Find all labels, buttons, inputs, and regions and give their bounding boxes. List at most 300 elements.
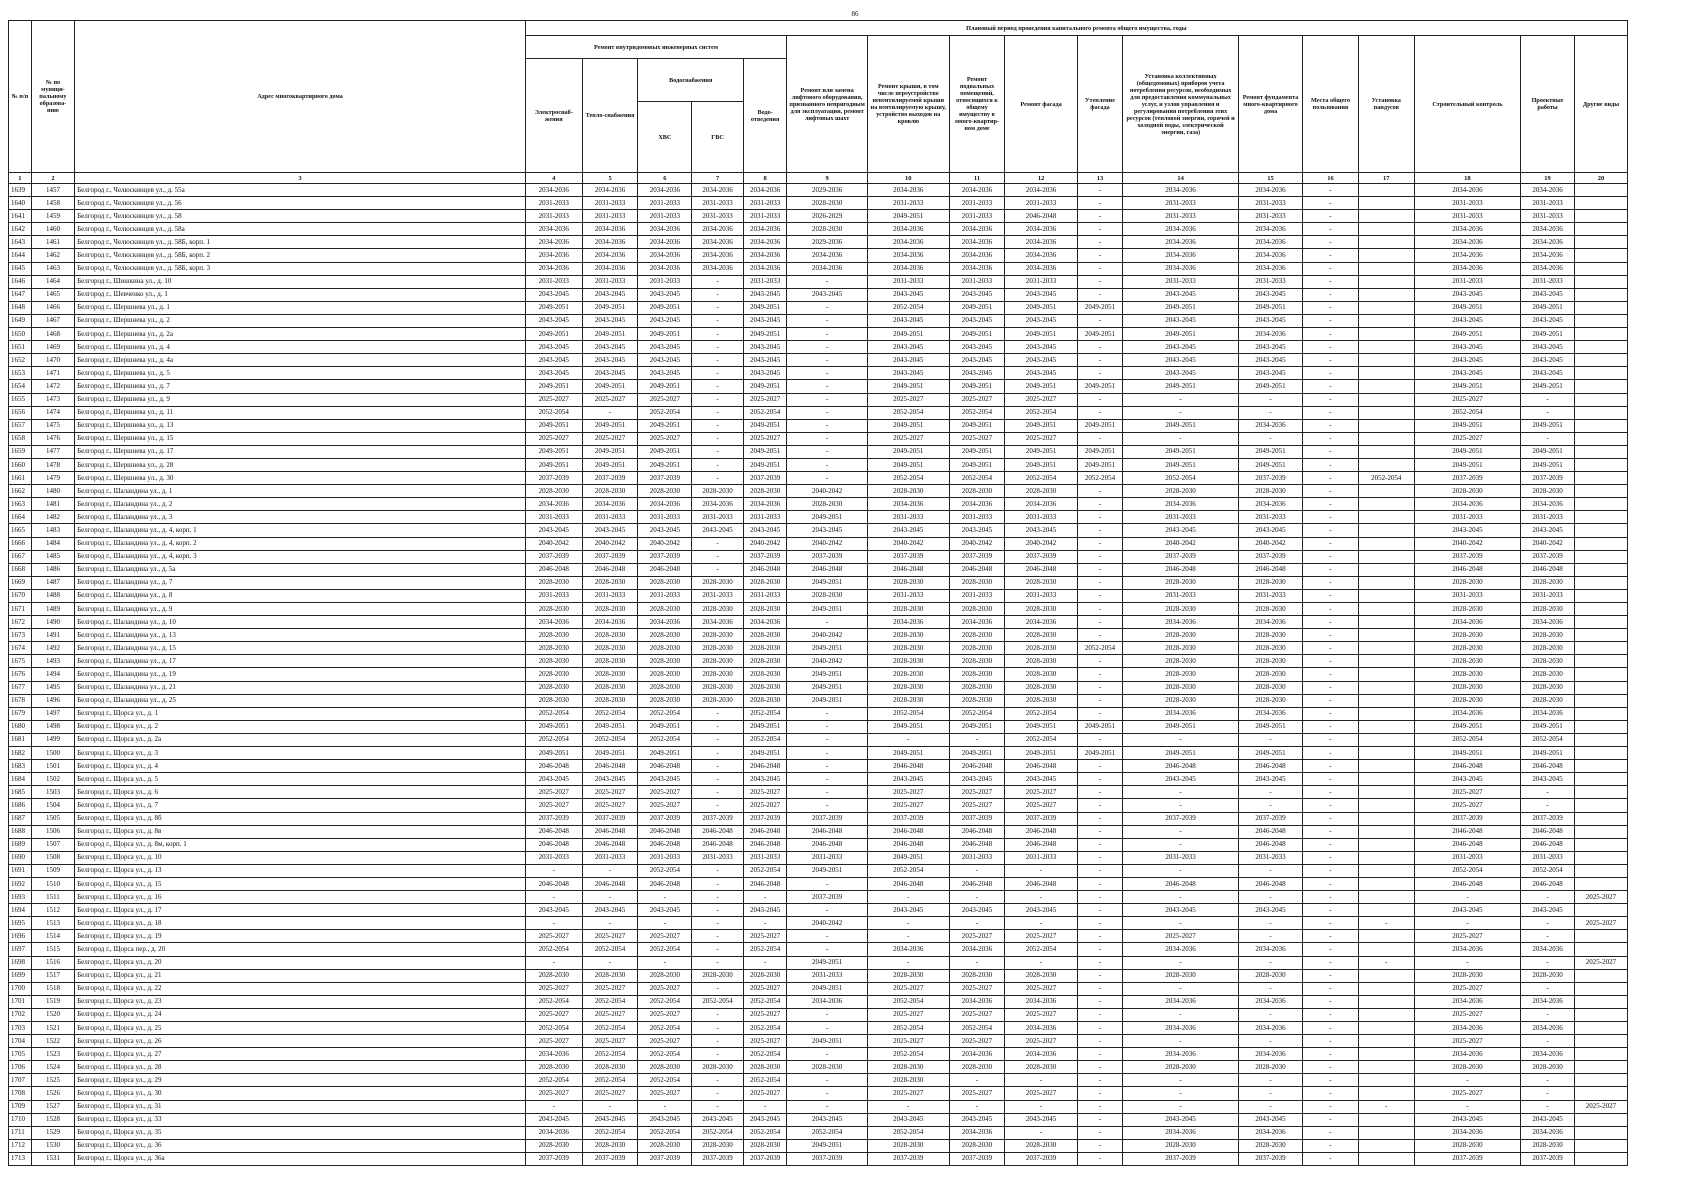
column-number: 10 — [867, 173, 949, 184]
table-cell: 2046-2048 — [743, 760, 786, 773]
table-cell: 1694 — [9, 904, 32, 917]
table-cell — [1358, 747, 1414, 760]
table-cell: 2049-2051 — [1521, 720, 1575, 733]
table-cell: 2049-2051 — [525, 445, 582, 458]
table-cell: 2049-2051 — [1123, 301, 1239, 314]
table-cell: 2052-2054 — [743, 733, 786, 746]
table-cell: 2025-2027 — [582, 799, 638, 812]
table-cell: 2040-2042 — [787, 485, 868, 498]
table-cell: 2028-2030 — [1414, 655, 1520, 668]
table-cell: 2034-2036 — [787, 262, 868, 275]
table-cell: - — [1303, 733, 1359, 746]
table-cell: 2025-2027 — [525, 799, 582, 812]
table-cell: 2046-2048 — [949, 825, 1005, 838]
table-cell: 2052-2054 — [743, 1022, 786, 1035]
table-cell: 1509 — [31, 864, 74, 877]
table-cell: 2028-2030 — [1238, 1061, 1302, 1074]
table-cell: - — [1358, 917, 1414, 930]
table-row — [9, 354, 1628, 367]
table-cell: 2052-2054 — [1077, 472, 1122, 485]
table-cell: 2046-2048 — [1123, 760, 1239, 773]
table-cell: 2043-2045 — [1414, 773, 1520, 786]
table-row — [9, 472, 1628, 485]
table-cell: 2046-2048 — [525, 563, 582, 576]
table-cell: 2034-2036 — [867, 236, 949, 249]
table-cell: 2028-2030 — [1005, 629, 1077, 642]
table-cell: 2052-2054 — [1005, 943, 1077, 956]
capital-repair-table — [8, 20, 1628, 1166]
table-cell — [1358, 197, 1414, 210]
table-cell: 1503 — [31, 786, 74, 799]
table-cell: 2046-2048 — [692, 825, 744, 838]
table-cell: 2031-2033 — [949, 275, 1005, 288]
table-cell: 2034-2036 — [949, 616, 1005, 629]
table-cell: - — [1414, 891, 1520, 904]
table-cell: 1491 — [31, 629, 74, 642]
column-number: 13 — [1077, 173, 1122, 184]
table-cell: 2040-2042 — [787, 537, 868, 550]
table-cell: - — [1303, 275, 1359, 288]
table-cell: 2025-2027 — [1005, 982, 1077, 995]
table-cell: - — [1238, 1035, 1302, 1048]
table-cell: - — [1303, 458, 1359, 471]
table-cell: 2043-2045 — [1521, 1113, 1575, 1126]
table-row — [9, 275, 1628, 288]
table-cell — [1574, 681, 1627, 694]
table-cell: 2028-2030 — [1238, 576, 1302, 589]
table-cell: 2049-2051 — [1077, 747, 1122, 760]
table-cell — [1358, 1074, 1414, 1087]
table-cell: - — [1521, 1100, 1575, 1113]
table-cell: - — [692, 432, 744, 445]
table-cell: - — [1303, 406, 1359, 419]
table-cell: 2052-2054 — [743, 995, 786, 1008]
table-cell — [1574, 1139, 1627, 1152]
table-cell: 2028-2030 — [1238, 485, 1302, 498]
table-cell: 1472 — [31, 380, 74, 393]
table-cell: 1683 — [9, 760, 32, 773]
table-cell — [1574, 838, 1627, 851]
table-cell: 2049-2051 — [525, 720, 582, 733]
table-cell — [1358, 969, 1414, 982]
table-cell: - — [692, 458, 744, 471]
table-cell: 2034-2036 — [1521, 223, 1575, 236]
table-cell: 2049-2051 — [787, 642, 868, 655]
table-cell: 2034-2036 — [692, 262, 744, 275]
table-cell: 2025-2027 — [867, 799, 949, 812]
table-cell: 2043-2045 — [1238, 341, 1302, 354]
table-row — [9, 773, 1628, 786]
table-cell: 1650 — [9, 328, 32, 341]
table-cell: - — [787, 445, 868, 458]
table-cell: - — [1123, 1074, 1239, 1087]
table-cell: 1669 — [9, 576, 32, 589]
table-cell: 1476 — [31, 432, 74, 445]
table-row — [9, 393, 1628, 406]
table-cell: - — [787, 904, 868, 917]
table-cell: 2025-2027 — [1005, 432, 1077, 445]
table-cell: - — [1123, 917, 1239, 930]
table-cell: 2052-2054 — [582, 943, 638, 956]
table-row — [9, 485, 1628, 498]
table-row — [9, 406, 1628, 419]
table-cell: 1703 — [9, 1022, 32, 1035]
table-cell: - — [1123, 825, 1239, 838]
table-cell: 2043-2045 — [582, 288, 638, 301]
table-cell: 2043-2045 — [867, 341, 949, 354]
table-cell: 2028-2030 — [692, 969, 744, 982]
table-cell: 2034-2036 — [638, 184, 692, 197]
table-cell: 2049-2051 — [1005, 301, 1077, 314]
table-cell: 1658 — [9, 432, 32, 445]
table-cell: 2031-2033 — [787, 969, 868, 982]
table-cell: 2052-2054 — [638, 406, 692, 419]
table-cell: 2046-2048 — [787, 563, 868, 576]
table-cell: 2043-2045 — [1005, 524, 1077, 537]
table-cell — [1358, 393, 1414, 406]
table-cell: 2031-2033 — [692, 511, 744, 524]
table-cell: 1696 — [9, 930, 32, 943]
table-cell: 1644 — [9, 249, 32, 262]
table-cell: - — [1521, 1074, 1575, 1087]
table-cell — [1574, 1008, 1627, 1021]
table-cell: - — [1077, 655, 1122, 668]
table-cell: 2028-2030 — [582, 668, 638, 681]
table-cell: 2025-2027 — [1123, 930, 1239, 943]
table-cell: 2052-2054 — [743, 1126, 786, 1139]
table-cell: - — [1303, 485, 1359, 498]
table-cell: 2028-2030 — [1521, 1139, 1575, 1152]
table-cell: 2049-2051 — [1521, 419, 1575, 432]
table-cell — [1358, 943, 1414, 956]
table-cell: - — [1077, 314, 1122, 327]
table-cell: 1679 — [9, 707, 32, 720]
table-cell: 2031-2033 — [1123, 851, 1239, 864]
table-cell: - — [1077, 1139, 1122, 1152]
table-row — [9, 838, 1628, 851]
table-cell: - — [1077, 341, 1122, 354]
table-cell: 2049-2051 — [867, 458, 949, 471]
table-cell: - — [1303, 1048, 1359, 1061]
table-cell: - — [867, 956, 949, 969]
table-cell: 2049-2051 — [525, 301, 582, 314]
table-cell: 2052-2054 — [638, 733, 692, 746]
table-cell: 2034-2036 — [638, 223, 692, 236]
address-cell: Белгород г., Шаландина ул., д. 3 — [75, 511, 526, 524]
table-cell: - — [1077, 825, 1122, 838]
table-cell: 2049-2051 — [1521, 380, 1575, 393]
table-cell: 2034-2036 — [525, 249, 582, 262]
table-cell: 1526 — [31, 1087, 74, 1100]
header-address: Адрес многоквартирного дома — [75, 21, 526, 173]
address-cell: Белгород г., Щорса ул., д. 10 — [75, 851, 526, 864]
table-cell: - — [1521, 956, 1575, 969]
table-cell: 2049-2051 — [743, 419, 786, 432]
table-cell: - — [949, 864, 1005, 877]
table-cell: 2028-2030 — [692, 642, 744, 655]
table-cell — [1574, 458, 1627, 471]
table-cell — [1358, 367, 1414, 380]
header-roof: Ремонт крыши, в том числе переустройство невентилируемой крыши на вентилируемую крышу, устройство выходов на кровлю — [867, 36, 949, 173]
table-cell — [1574, 904, 1627, 917]
table-cell: 2028-2030 — [1238, 642, 1302, 655]
table-cell: 2025-2027 — [1005, 786, 1077, 799]
table-cell: - — [1077, 1087, 1122, 1100]
table-cell — [1358, 786, 1414, 799]
table-cell: 2052-2054 — [1005, 733, 1077, 746]
table-cell: 1473 — [31, 393, 74, 406]
table-cell: 2037-2039 — [949, 812, 1005, 825]
table-cell: 1514 — [31, 930, 74, 943]
address-cell: Белгород г., Щорса ул., д. 2а — [75, 733, 526, 746]
table-cell: 2029-2036 — [787, 184, 868, 197]
table-cell: 2031-2033 — [743, 511, 786, 524]
address-cell: Белгород г., Щорса ул., д. 15 — [75, 877, 526, 890]
column-number: 20 — [1574, 173, 1627, 184]
table-cell: - — [525, 864, 582, 877]
table-cell: 2037-2039 — [638, 550, 692, 563]
table-cell: - — [1077, 563, 1122, 576]
table-row — [9, 864, 1628, 877]
table-cell: 2025-2027 — [1574, 956, 1627, 969]
header-basement: Ремонт подвальных помещений, относящихся к общему имуществу в много-квартир-ном доме — [949, 36, 1005, 173]
table-cell: 2034-2036 — [1123, 498, 1239, 511]
table-cell: 2043-2045 — [949, 314, 1005, 327]
table-cell: 2049-2051 — [1005, 445, 1077, 458]
table-cell: 1709 — [9, 1100, 32, 1113]
table-cell: 2025-2027 — [582, 1087, 638, 1100]
table-cell: 1713 — [9, 1152, 32, 1165]
table-cell: 2043-2045 — [1123, 314, 1239, 327]
table-cell: 2025-2027 — [1414, 1035, 1520, 1048]
table-cell — [1358, 498, 1414, 511]
table-cell: - — [1077, 851, 1122, 864]
address-cell: Белгород г., Щорса пер., д. 20 — [75, 943, 526, 956]
table-cell: 2034-2036 — [867, 262, 949, 275]
table-cell: 2034-2036 — [1123, 1126, 1239, 1139]
table-cell: 2034-2036 — [867, 223, 949, 236]
table-cell: 2034-2036 — [1521, 236, 1575, 249]
table-cell: 2028-2030 — [638, 629, 692, 642]
table-cell: 2052-2054 — [1005, 406, 1077, 419]
table-cell: - — [1077, 1008, 1122, 1021]
column-number: 6 — [638, 173, 692, 184]
table-cell: 2046-2048 — [525, 825, 582, 838]
address-cell: Белгород г., Шаландина ул., д. 4, корп. 1 — [75, 524, 526, 537]
table-cell: - — [787, 877, 868, 890]
table-cell: 2025-2027 — [1005, 393, 1077, 406]
table-cell: 2025-2027 — [638, 393, 692, 406]
table-cell — [1358, 380, 1414, 393]
table-cell: - — [1303, 223, 1359, 236]
table-cell: 2034-2036 — [692, 184, 744, 197]
table-cell: 2025-2027 — [582, 930, 638, 943]
table-cell: - — [1303, 1139, 1359, 1152]
table-cell — [1574, 380, 1627, 393]
table-cell: 1698 — [9, 956, 32, 969]
table-row — [9, 995, 1628, 1008]
table-cell: 2043-2045 — [525, 367, 582, 380]
table-cell: 2043-2045 — [1521, 524, 1575, 537]
table-cell — [1358, 485, 1414, 498]
table-cell: 2043-2045 — [949, 524, 1005, 537]
table-row — [9, 982, 1628, 995]
table-cell — [1574, 563, 1627, 576]
table-cell: 2028-2030 — [692, 576, 744, 589]
table-cell: 2031-2033 — [867, 275, 949, 288]
table-cell: - — [1303, 432, 1359, 445]
table-cell: 2028-2030 — [1123, 1061, 1239, 1074]
table-cell: - — [1077, 681, 1122, 694]
table-cell — [1574, 799, 1627, 812]
table-cell: 2043-2045 — [1521, 288, 1575, 301]
table-cell: - — [787, 733, 868, 746]
table-cell: - — [1077, 1074, 1122, 1087]
table-cell: 2043-2045 — [638, 288, 692, 301]
table-cell: 2034-2036 — [525, 498, 582, 511]
table-cell: 2025-2027 — [949, 393, 1005, 406]
table-cell: - — [1303, 982, 1359, 995]
table-cell: 2034-2036 — [743, 498, 786, 511]
table-cell: 2043-2045 — [1123, 773, 1239, 786]
table-row — [9, 537, 1628, 550]
table-cell: 2049-2051 — [1521, 301, 1575, 314]
table-cell: 2046-2048 — [525, 877, 582, 890]
table-cell: 2046-2048 — [1521, 838, 1575, 851]
table-cell: 2025-2027 — [1414, 1008, 1520, 1021]
table-cell: 1657 — [9, 419, 32, 432]
table-cell: - — [1005, 1100, 1077, 1113]
table-cell: - — [1077, 1048, 1122, 1061]
table-cell — [1574, 1061, 1627, 1074]
table-cell: - — [787, 406, 868, 419]
table-cell: 2049-2051 — [867, 747, 949, 760]
table-cell — [1574, 1035, 1627, 1048]
table-cell: 2037-2039 — [1238, 550, 1302, 563]
table-cell: 2028-2030 — [949, 485, 1005, 498]
table-cell: 1474 — [31, 406, 74, 419]
table-cell: 1486 — [31, 563, 74, 576]
address-cell: Белгород г., Щорса ул., д. 16 — [75, 891, 526, 904]
table-cell: 1661 — [9, 472, 32, 485]
table-cell: 2025-2027 — [743, 432, 786, 445]
table-cell: 2043-2045 — [582, 773, 638, 786]
table-cell: 2049-2051 — [1238, 380, 1302, 393]
table-cell — [1574, 760, 1627, 773]
table-cell — [1358, 616, 1414, 629]
table-cell: - — [1303, 1126, 1359, 1139]
table-cell: 1676 — [9, 668, 32, 681]
table-cell: 1495 — [31, 681, 74, 694]
table-cell: 2034-2036 — [582, 223, 638, 236]
table-cell: 2031-2033 — [1414, 589, 1520, 602]
table-cell: 1648 — [9, 301, 32, 314]
table-cell: 2046-2048 — [867, 838, 949, 851]
table-cell: 2028-2030 — [1414, 681, 1520, 694]
table-cell: 2037-2039 — [1005, 550, 1077, 563]
table-cell: - — [1303, 249, 1359, 262]
table-cell: 2025-2027 — [949, 432, 1005, 445]
table-cell: 2052-2054 — [692, 995, 744, 1008]
table-cell: - — [1303, 773, 1359, 786]
table-cell: - — [1005, 1126, 1077, 1139]
table-cell: 2025-2027 — [867, 982, 949, 995]
table-cell: 2028-2030 — [787, 223, 868, 236]
table-cell: - — [1303, 328, 1359, 341]
table-cell: 2034-2036 — [1414, 498, 1520, 511]
table-cell: 2025-2027 — [638, 799, 692, 812]
table-cell: 2046-2048 — [743, 563, 786, 576]
table-cell: - — [1303, 262, 1359, 275]
table-cell: 2028-2030 — [743, 1061, 786, 1074]
table-cell — [1574, 1126, 1627, 1139]
table-cell: 2046-2048 — [1005, 760, 1077, 773]
table-cell: 2028-2030 — [1005, 694, 1077, 707]
table-cell: 2028-2030 — [867, 576, 949, 589]
table-cell: 2043-2045 — [1521, 314, 1575, 327]
table-cell — [1574, 969, 1627, 982]
table-cell: 2046-2048 — [638, 838, 692, 851]
table-cell: 2028-2030 — [743, 576, 786, 589]
address-cell: Белгород г., Щорса ул., д. 22 — [75, 982, 526, 995]
column-number: 7 — [692, 173, 744, 184]
table-body — [9, 184, 1628, 1166]
table-cell: - — [787, 354, 868, 367]
table-cell: 2052-2054 — [525, 707, 582, 720]
column-number: 12 — [1005, 173, 1077, 184]
table-cell: 1459 — [31, 210, 74, 223]
table-cell: - — [787, 367, 868, 380]
table-cell: 1527 — [31, 1100, 74, 1113]
table-cell: 2037-2039 — [638, 472, 692, 485]
table-cell: - — [1303, 825, 1359, 838]
table-cell: - — [1077, 904, 1122, 917]
table-cell: 2028-2030 — [692, 655, 744, 668]
header-ramps: Установка пандусов — [1358, 36, 1414, 173]
table-cell: 2052-2054 — [692, 1126, 744, 1139]
table-cell: 1479 — [31, 472, 74, 485]
table-cell — [1358, 812, 1414, 825]
table-cell: 2046-2048 — [525, 838, 582, 851]
table-cell: 2043-2045 — [1414, 354, 1520, 367]
table-cell: 2043-2045 — [867, 367, 949, 380]
table-cell — [1574, 1074, 1627, 1087]
table-cell: 2049-2051 — [525, 747, 582, 760]
table-cell: 2025-2027 — [525, 930, 582, 943]
table-row — [9, 707, 1628, 720]
table-cell: 2037-2039 — [525, 1152, 582, 1165]
table-cell: 2049-2051 — [1521, 445, 1575, 458]
table-cell: 2028-2030 — [743, 485, 786, 498]
table-cell: 2052-2054 — [525, 943, 582, 956]
table-row — [9, 681, 1628, 694]
table-cell: 2052-2054 — [1521, 733, 1575, 746]
table-cell: - — [692, 1035, 744, 1048]
table-cell: - — [692, 354, 744, 367]
table-cell: 2034-2036 — [1123, 943, 1239, 956]
table-cell: 1504 — [31, 799, 74, 812]
table-cell: - — [1077, 1022, 1122, 1035]
table-cell — [1358, 760, 1414, 773]
table-cell: 2025-2027 — [867, 786, 949, 799]
table-cell: 2028-2030 — [1123, 1139, 1239, 1152]
table-cell: - — [787, 314, 868, 327]
table-cell: 1663 — [9, 498, 32, 511]
table-cell: 2043-2045 — [638, 1113, 692, 1126]
table-cell: 2028-2030 — [1005, 576, 1077, 589]
table-cell: - — [1077, 812, 1122, 825]
table-cell: 2031-2033 — [867, 511, 949, 524]
